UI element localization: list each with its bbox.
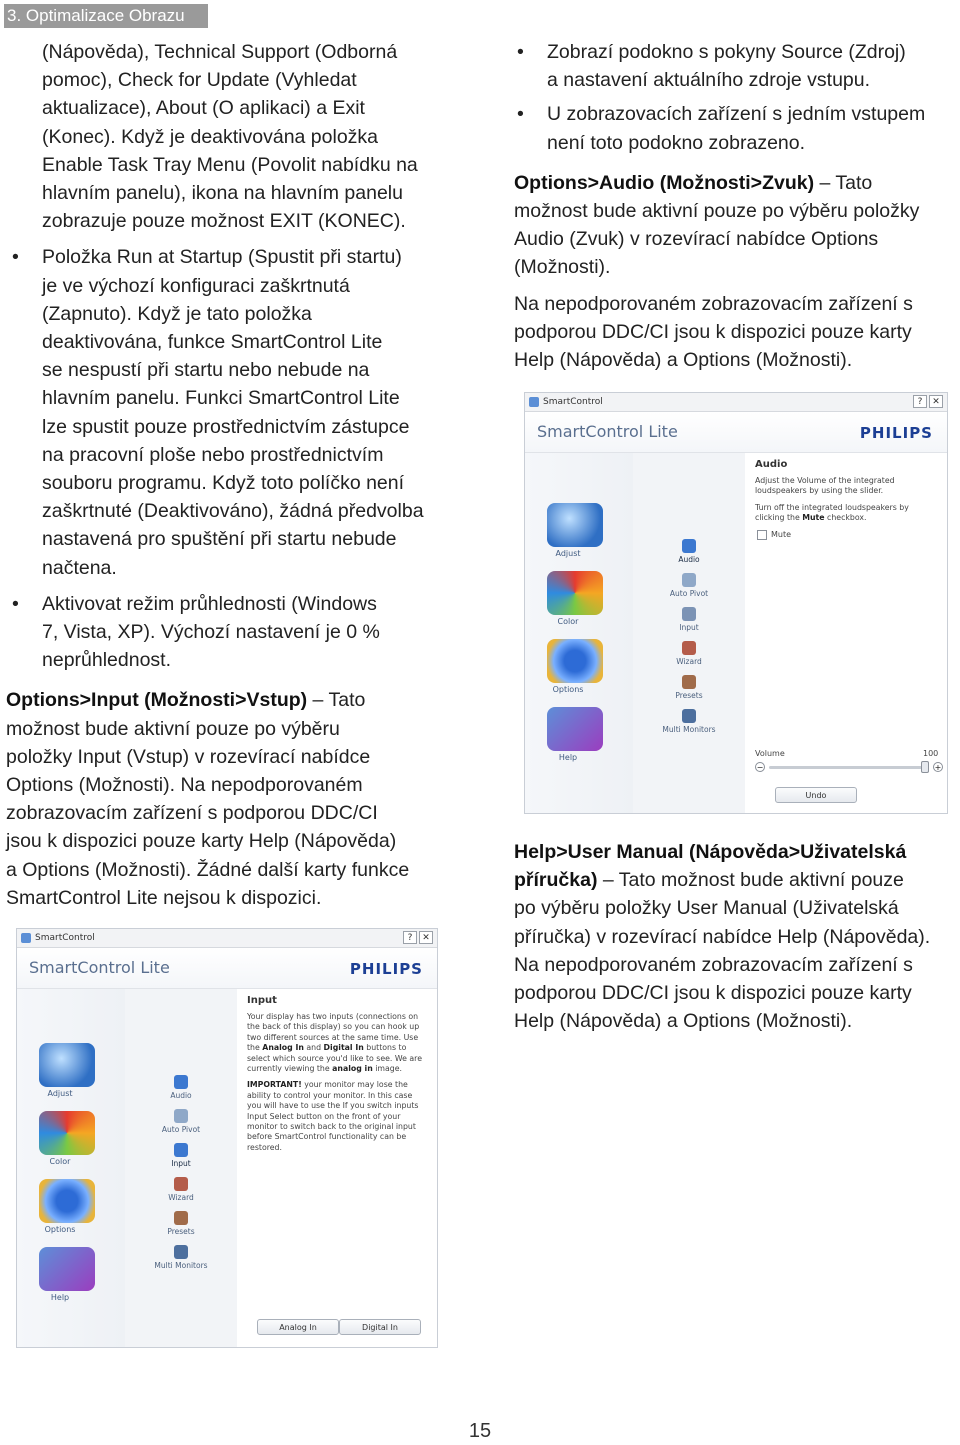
text-line: hlavním panelu. Funkci SmartControl Lite <box>42 387 400 410</box>
bullet-run-at-startup <box>6 243 456 581</box>
philips-logo: PHILIPS <box>859 424 933 442</box>
text-line: (Zapnuto). Když je tato položka <box>42 302 312 325</box>
input-icon <box>174 1143 188 1157</box>
subnav-label: Multi Monitors <box>154 1261 208 1270</box>
gear-icon <box>547 639 603 683</box>
left-column <box>6 38 456 912</box>
text-line: 7, Vista, XP). Výchozí nastavení je 0 % <box>42 621 380 644</box>
text-part: and <box>303 1043 324 1053</box>
window-buttons <box>403 931 433 944</box>
monitors-icon <box>174 1245 188 1259</box>
text-line: podporou DDC/CI jsou k dispozici pouze karty <box>514 982 912 1005</box>
pivot-icon <box>174 1109 188 1123</box>
subnav-label: Audio <box>170 1091 192 1100</box>
text-line: Help (Nápověda) a Options (Možnosti). <box>514 1010 853 1033</box>
nav-label: Color <box>557 617 579 626</box>
presets-icon <box>682 675 696 689</box>
subnav-input[interactable] <box>125 1143 237 1177</box>
subnav-input[interactable] <box>633 607 745 641</box>
nav-label: Options <box>44 1225 76 1234</box>
subnav-presets[interactable] <box>125 1211 237 1245</box>
subnav-label: Audio <box>678 555 700 564</box>
subnav-auto-pivot[interactable] <box>125 1109 237 1143</box>
text-line: Audio (Zvuk) v rozevírací nabídce Options <box>514 228 879 251</box>
subnav-multi-monitors[interactable] <box>125 1245 237 1279</box>
text-line: možnost bude aktivní pouze po výběru položky <box>514 200 920 223</box>
text-line: Enable Task Tray Menu (Povolit nabídku na <box>42 153 418 176</box>
nav-label: Adjust <box>47 1089 73 1098</box>
audio-section <box>514 169 960 374</box>
monitors-icon <box>682 709 696 723</box>
input-icon <box>682 607 696 621</box>
subnav-wizard[interactable] <box>125 1177 237 1211</box>
text-line: na pracovní ploše nebo prostřednictvím <box>42 443 384 466</box>
left-bullet-list <box>6 243 456 674</box>
window-titlebar <box>17 929 437 948</box>
volume-plus-button[interactable]: + <box>934 763 942 772</box>
text-line: podporou DDC/CI jsou k dispozici pouze karty <box>514 320 912 343</box>
text-line: souboru programu. Když toto políčko není <box>42 472 405 495</box>
text-line: pomoc), Check for Update (Vyhledat <box>42 69 357 92</box>
brand-bar <box>525 412 947 453</box>
undo-button[interactable]: Undo <box>775 787 857 803</box>
app-title: SmartControl Lite <box>29 958 170 977</box>
close-button[interactable]: ✕ <box>929 395 943 408</box>
audio-text-mute <box>755 503 937 524</box>
text-line: a Options (Možnosti). Žádné další karty funkce <box>6 858 410 881</box>
continuation-paragraph <box>6 38 456 235</box>
subnav-presets[interactable] <box>633 675 745 709</box>
help-icon <box>39 1247 95 1291</box>
volume-label: Volume <box>755 749 785 758</box>
gear-icon <box>39 1179 95 1223</box>
volume-slider-thumb[interactable] <box>921 761 929 773</box>
nav-color[interactable] <box>25 1111 117 1175</box>
adjust-icon <box>547 503 603 547</box>
mute-checkbox-row[interactable] <box>757 530 947 540</box>
audio-smartcontrol-window <box>524 392 948 814</box>
window-titlebar <box>525 393 947 412</box>
help-heading-rest: – Tato možnost bude aktivní pouze <box>597 869 904 892</box>
text-part: Your display has two inputs (connections on the back of this display) so you can hook up two different sources at the same time. Use the <box>247 1012 420 1053</box>
audio-heading-rest: – Tato <box>814 171 873 194</box>
input-title: Input <box>247 995 277 1006</box>
text-line: není toto podokno zobrazeno. <box>547 131 806 154</box>
text-line <box>514 866 960 894</box>
nav-label: Adjust <box>555 549 581 558</box>
text-part: image. <box>372 1064 403 1074</box>
main-nav <box>17 989 125 1347</box>
nav-label: Help <box>558 753 578 762</box>
text-line: nastavená pro spuštění při startu nebude <box>42 528 397 551</box>
text-part: checkbox. <box>824 513 867 523</box>
text-bold: IMPORTANT! <box>247 1080 302 1090</box>
text-part: If you switch inputs Input Select button on the front of your monitor to switch back to the original input before SmartControl functionality can be restored. <box>247 1101 419 1152</box>
app-icon <box>21 933 31 943</box>
text-line: je ve výchozí konfiguraci zaškrtnutá <box>42 274 350 297</box>
text-line: položky Input (Vstup) v rozevírací nabídce <box>6 745 371 768</box>
adjust-icon <box>39 1043 95 1087</box>
nav-label: Options <box>552 685 584 694</box>
audio-text-volume: Adjust the Volume of the integrated loudspeakers by using the slider. <box>755 476 895 496</box>
wizard-icon <box>174 1177 188 1191</box>
input-smartcontrol-window <box>16 928 438 1348</box>
text-line: • U zobrazovacích zařízení s jedním vstupem <box>547 103 926 126</box>
audio-heading: Options>Audio (Možnosti>Zvuk) <box>514 171 815 194</box>
wizard-icon <box>682 641 696 655</box>
text-bold: analog in <box>332 1064 373 1074</box>
nav-adjust[interactable] <box>533 503 625 567</box>
nav-color[interactable] <box>533 571 625 635</box>
input-content <box>237 989 437 1347</box>
text-part: your monitor may lose the ability to control your monitor. In this case you will have to use the <box>247 1080 413 1111</box>
subnav-multi-monitors[interactable] <box>633 709 745 743</box>
text-line: • Aktivovat režim průhlednosti (Windows <box>42 592 377 615</box>
sub-nav <box>633 453 746 813</box>
text-line: Help>User Manual (Nápověda>Uživatelská <box>514 841 907 863</box>
text-bold: Analog In <box>262 1043 304 1053</box>
close-button[interactable]: ✕ <box>419 931 433 944</box>
speaker-icon <box>682 539 696 553</box>
audio-title: Audio <box>755 459 788 470</box>
text-line: Na nepodporovaném zobrazovacím zařízení s <box>514 953 913 976</box>
text-bold: Mute <box>802 513 825 523</box>
right-column <box>514 38 960 374</box>
window-buttons <box>913 395 943 408</box>
input-heading-rest: – Tato <box>307 689 366 712</box>
text-line: Help (Nápověda) a Options (Možnosti). <box>514 349 853 372</box>
help-button[interactable]: ? <box>913 395 927 408</box>
analog-in-button[interactable]: Analog In <box>257 1319 339 1335</box>
bullet-single-input <box>511 100 960 156</box>
subnav-auto-pivot[interactable] <box>633 573 745 607</box>
text-line <box>6 686 456 714</box>
bullet-source-pane <box>511 38 960 94</box>
audio-content <box>745 453 947 813</box>
window-title: SmartControl <box>35 933 95 943</box>
nav-adjust[interactable] <box>25 1043 117 1107</box>
volume-slider-track[interactable] <box>769 766 929 769</box>
volume-minus-button[interactable]: − <box>756 763 764 772</box>
text-line: příručka) v rozevírací nabídce Help (Nápověda). <box>514 925 931 948</box>
text-line: po výběru položky User Manual (Uživatelská <box>514 897 899 920</box>
text-line: • Položka Run at Startup (Spustit při startu) <box>42 246 402 269</box>
text-line: zaškrtnuté (Deaktivováno), žádná předvolba <box>42 500 424 523</box>
help-section <box>514 838 960 1035</box>
help-heading-line2: příručka) <box>514 869 598 892</box>
text-line <box>514 169 960 197</box>
nav-options[interactable] <box>533 639 625 703</box>
text-line: lze spustit pouze prostřednictvím zástupce <box>42 415 410 438</box>
help-button[interactable]: ? <box>403 931 417 944</box>
subnav-label: Input <box>171 1159 191 1168</box>
subnav-label: Auto Pivot <box>161 1125 201 1134</box>
text-line: aktualizace), About (O aplikaci) a Exit <box>42 97 365 120</box>
text-line: SmartControl Lite nejsou k dispozici. <box>6 886 322 909</box>
subnav-label: Wizard <box>168 1193 194 1202</box>
text-bold: Digital In <box>323 1043 364 1053</box>
text-line: možnost bude aktivní pouze po výběru <box>6 717 340 740</box>
text-part: buttons to select which source you'd like to see. We are currently viewing the <box>247 1043 423 1074</box>
input-heading: Options>Input (Možnosti>Vstup) <box>6 689 308 712</box>
nav-help[interactable] <box>533 707 625 771</box>
text-line: deaktivována, funkce SmartControl Lite <box>42 331 383 354</box>
subnav-label: Multi Monitors <box>662 725 716 734</box>
subnav-audio[interactable] <box>633 539 745 573</box>
subnav-label: Presets <box>167 1227 195 1236</box>
app-title: SmartControl Lite <box>537 422 678 441</box>
text-part: Turn off the integrated loudspeakers by clicking the <box>755 502 909 523</box>
presets-icon <box>174 1211 188 1225</box>
subnav-audio[interactable] <box>125 1075 237 1109</box>
subnav-wizard[interactable] <box>633 641 745 675</box>
text-line: • Zobrazí podokno s pokyny Source (Zdroj) <box>547 41 906 63</box>
input-section <box>6 686 456 912</box>
mute-label: Mute <box>771 530 792 540</box>
philips-logo: PHILIPS <box>349 960 423 978</box>
text-line: načtena. <box>42 556 117 579</box>
app-icon <box>529 397 539 407</box>
subnav-label: Auto Pivot <box>669 589 709 598</box>
text-line: (Nápověda), Technical Support (Odborná <box>42 41 398 63</box>
sub-nav <box>125 989 238 1347</box>
help-icon <box>547 707 603 751</box>
nav-help[interactable] <box>25 1247 117 1311</box>
text-line: zobrazuje pouze možnost EXIT (KONEC). <box>42 210 406 233</box>
subnav-label: Input <box>679 623 699 632</box>
right-bullet-list <box>511 38 960 157</box>
color-icon <box>547 571 603 615</box>
speaker-icon <box>174 1075 188 1089</box>
input-text-main <box>247 1012 427 1074</box>
page-number: 15 <box>468 1420 492 1442</box>
text-line: zobrazovacím zařízení s podporou DDC/CI <box>6 802 378 825</box>
brand-bar <box>17 948 437 989</box>
volume-value: 100 <box>923 749 939 758</box>
text-line: neprůhlednost. <box>42 649 172 672</box>
main-nav <box>525 453 633 813</box>
subnav-label: Presets <box>675 691 703 700</box>
nav-label: Help <box>50 1293 70 1302</box>
nav-options[interactable] <box>25 1179 117 1243</box>
bullet-transparency <box>6 590 456 675</box>
text-line: a nastavení aktuálního zdroje vstupu. <box>547 69 871 92</box>
pivot-icon <box>682 573 696 587</box>
text-line: Na nepodporovaném zobrazovacím zařízení s <box>514 292 913 315</box>
section-header: 3. Optimalizace Obrazu <box>4 4 208 28</box>
window-body <box>17 989 437 1347</box>
color-icon <box>39 1111 95 1155</box>
text-line: jsou k dispozici pouze karty Help (Nápověda) <box>6 830 397 853</box>
digital-in-button[interactable]: Digital In <box>339 1319 421 1335</box>
input-text-important <box>247 1080 427 1153</box>
window-title: SmartControl <box>543 397 603 407</box>
text-line: hlavním panelu), ikona na hlavním panelu <box>42 182 403 205</box>
window-body <box>525 453 947 813</box>
text-line: (Konec). Když je deaktivována položka <box>42 125 379 148</box>
text-line: (Možnosti). <box>514 256 611 279</box>
text-line: se nespustí při startu nebo nebude na <box>42 359 370 382</box>
mute-checkbox[interactable] <box>757 530 767 540</box>
text-line: Options (Možnosti). Na nepodporovaném <box>6 774 363 797</box>
nav-label: Color <box>49 1157 71 1166</box>
subnav-label: Wizard <box>676 657 702 666</box>
